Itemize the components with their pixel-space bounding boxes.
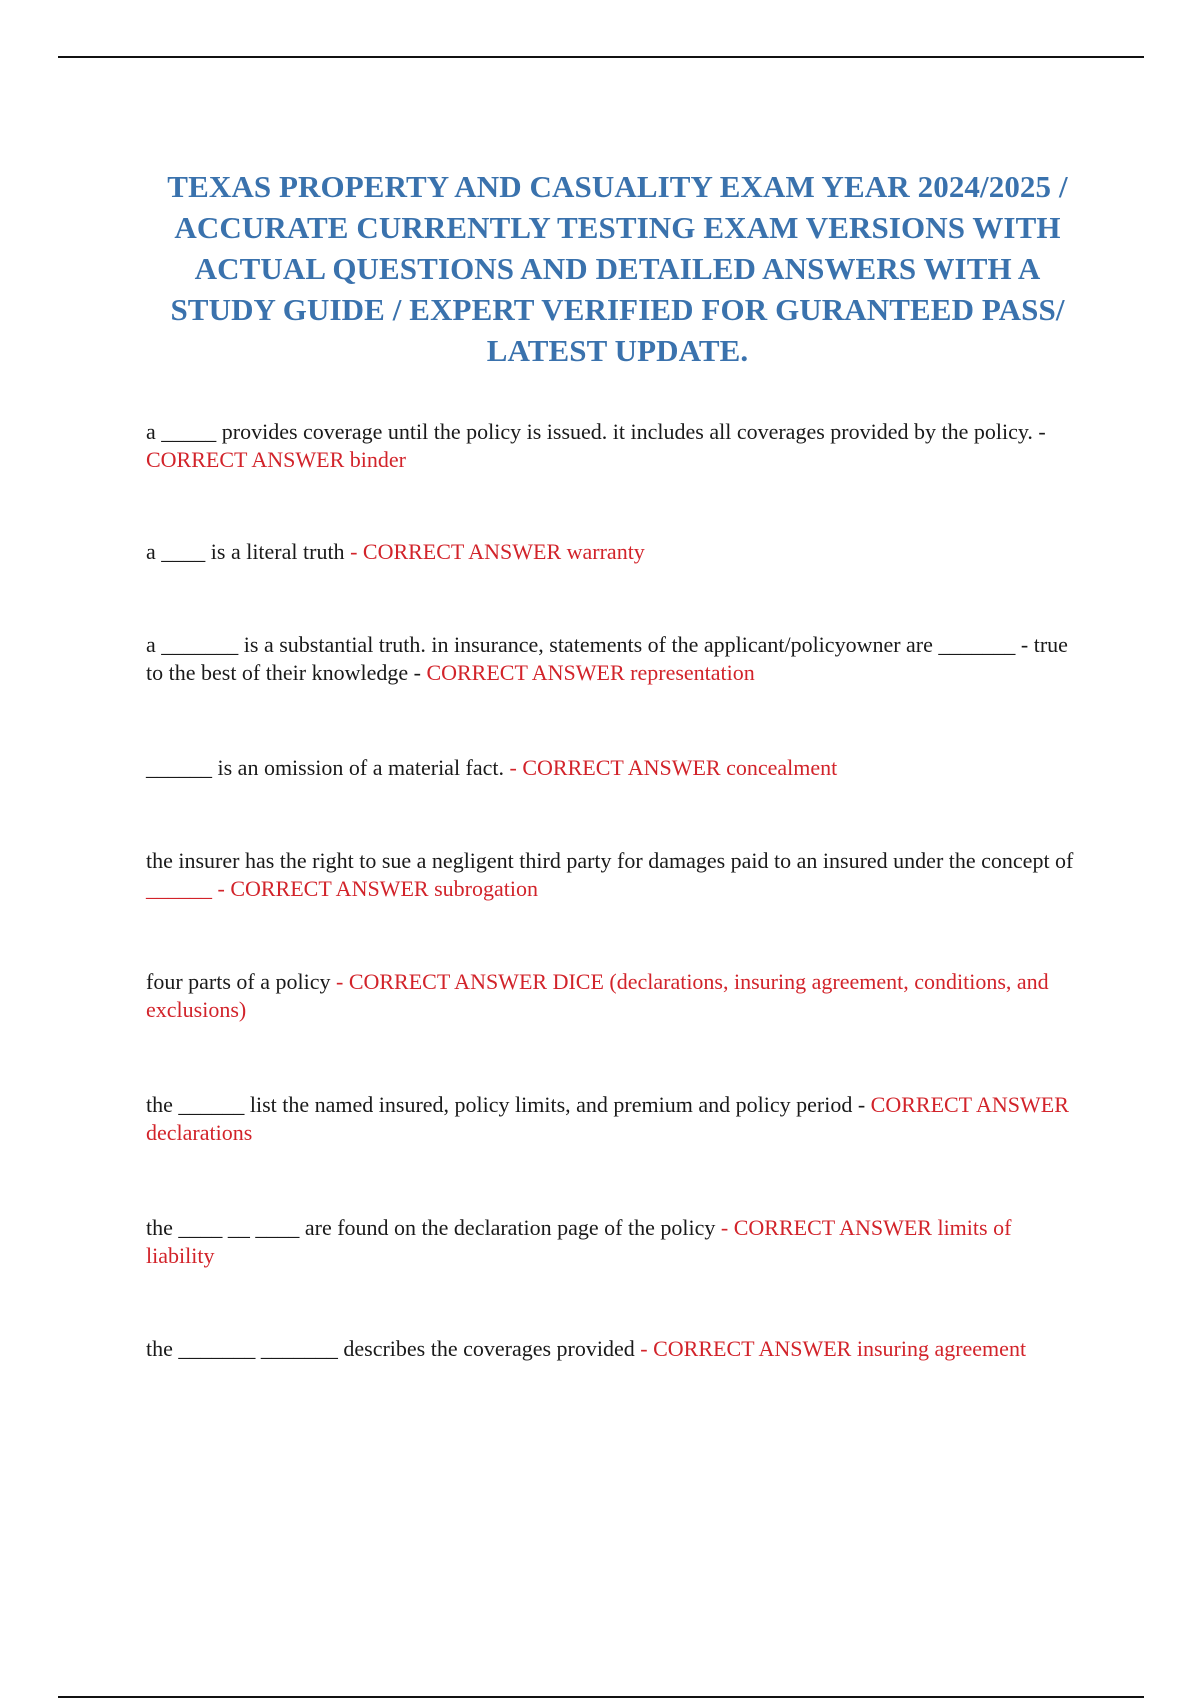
- qa-item: [146, 418, 1081, 474]
- question-text: a _______ is a substantial truth. in insurance, statements of the applicant/policyowner are _______ - true to the best of their knowledge -: [146, 632, 1068, 685]
- answer-text: - CORRECT ANSWER insuring agreement: [640, 1336, 1027, 1361]
- question-text: the _______ _______ describes the coverages provided: [146, 1336, 641, 1361]
- answer-text: ______ - CORRECT ANSWER subrogation: [146, 876, 538, 901]
- qa-list: [146, 0, 1081, 1700]
- answer-text: - CORRECT ANSWER concealment: [509, 755, 838, 780]
- qa-item: [146, 968, 1081, 1024]
- question-text: the ______ list the named insured, policy limits, and premium and policy period -: [146, 1092, 871, 1117]
- qa-item: [146, 631, 1081, 687]
- qa-item: [146, 538, 1081, 566]
- qa-item: [146, 1214, 1081, 1270]
- answer-text: - CORRECT ANSWER DICE (declarations, insuring agreement, conditions, and exclusions): [146, 969, 1049, 1022]
- question-text: a ____ is a literal truth: [146, 539, 351, 564]
- answer-text: CORRECT ANSWER representation: [426, 660, 755, 685]
- answer-text: CORRECT ANSWER declarations: [146, 1092, 1069, 1145]
- answer-text: CORRECT ANSWER binder: [146, 447, 406, 472]
- answer-text: - CORRECT ANSWER limits of liability: [146, 1215, 1012, 1268]
- document-title: TEXAS PROPERTY AND CASUALITY EXAM YEAR 2024/2025 / ACCURATE CURRENTLY TESTING EXAM VERSIONS WITH ACTUAL QUESTIONS AND DETAILED ANSWERS WITH A STUDY GUIDE / EXPERT VERIFIED FOR GURANTEED PASS/ LATEST UPDATE.: [167, 169, 1068, 368]
- question-text: ______ is an omission of a material fact.: [146, 755, 510, 780]
- qa-item: [146, 847, 1081, 903]
- bottom-rule: [58, 1696, 1144, 1698]
- qa-item: [146, 1335, 1081, 1363]
- question-text: a _____ provides coverage until the policy is issued. it includes all coverages provided by the policy. -: [146, 419, 1046, 444]
- qa-item: [146, 754, 1081, 782]
- question-text: four parts of a policy: [146, 969, 336, 994]
- qa-item: [146, 1091, 1081, 1147]
- question-text: the ____ __ ____ are found on the declaration page of the policy: [146, 1215, 721, 1240]
- question-text: the insurer has the right to sue a negligent third party for damages paid to an insured under the concept of: [146, 848, 1074, 873]
- answer-text: - CORRECT ANSWER warranty: [350, 539, 645, 564]
